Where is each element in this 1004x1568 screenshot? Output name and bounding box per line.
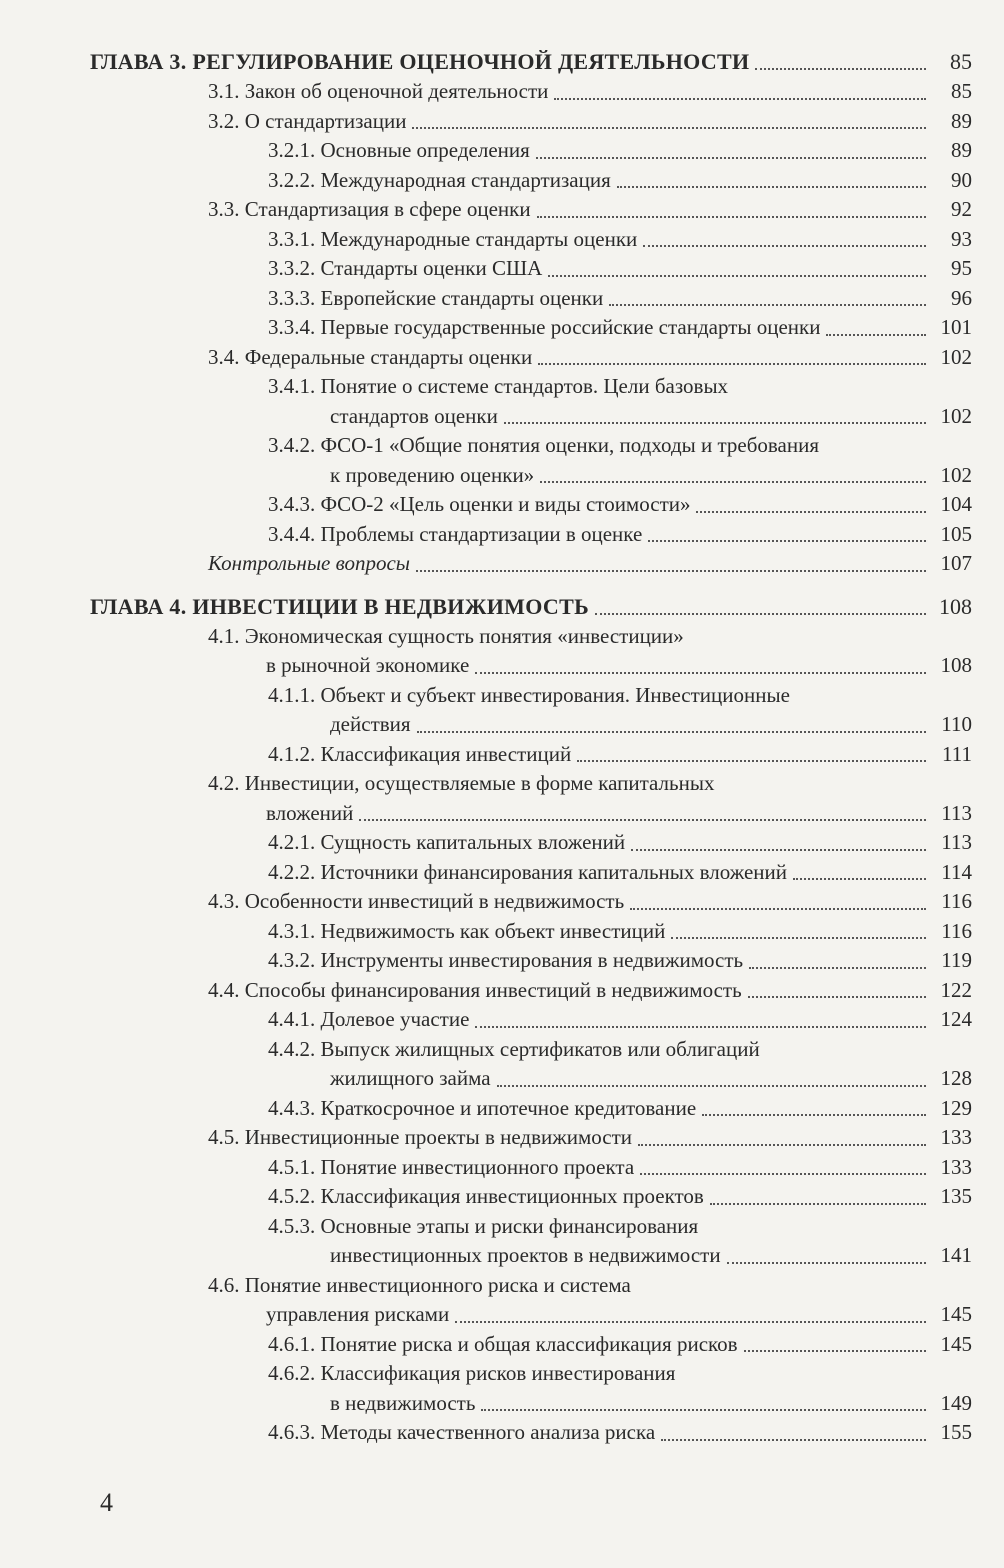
dot-leader [540,481,926,483]
toc-entry-line: 4.4.2. Выпуск жилищных сертификатов или облигаций [268,1036,760,1061]
dot-leader [696,511,926,513]
toc-entry [90,917,972,947]
dot-leader [455,1321,926,1323]
toc-entry [90,976,972,1006]
toc-entry [90,1418,972,1448]
toc-entry-line: 4.6.2. Классификация рисков инвестирования [268,1361,676,1385]
toc-entry [90,1300,972,1330]
toc-page-number: 101 [940,315,972,339]
toc-entry-title: 4.2.1. Сущность капитальных вложений [268,830,626,854]
dot-leader [475,672,926,674]
toc-page-number: 111 [942,741,972,766]
toc-entry [90,77,972,107]
toc-entry [90,740,972,770]
toc-entry-line: 4.1. Экономическая сущность понятия «инвестиции» [208,623,684,648]
toc-entry-title: 3.3.4. Первые государственные российские стандарты оценки [268,315,821,339]
toc-page-number: 102 [940,462,972,487]
toc-page-number: 89 [951,108,972,133]
dot-leader [631,849,926,851]
toc-entry-title: инвестиционных проектов в недвижимости [330,1243,721,1267]
toc-page-number: 96 [951,285,972,310]
toc-entry [90,195,972,225]
toc-page-number: 110 [941,712,972,736]
dot-leader [416,570,926,572]
dot-leader [640,1173,926,1175]
toc-entry-title: 3.3. Стандартизация в сфере оценки [208,197,531,221]
toc-entry-title: в рыночной экономике [266,653,470,677]
dot-leader [755,68,926,70]
toc-entry [90,136,972,166]
toc-entry [90,1330,972,1360]
toc-chapter [90,591,972,622]
toc-entry [90,887,972,917]
dot-leader [504,422,926,424]
toc-entry-title: 4.3.2. Инструменты инвестирования в недвижимость [268,948,744,972]
toc-entry-title: 3.1. Закон об оценочной деятельности [208,79,549,103]
toc-page-number: 135 [940,1184,972,1208]
toc-entry-title: 4.4.1. Долевое участие [268,1007,470,1031]
dot-leader [710,1203,926,1205]
toc-page-number: 133 [940,1125,972,1149]
toc-entry-title: 3.4. Федеральные стандарты оценки [208,344,533,369]
toc-entry [90,461,972,491]
toc-page-number: 149 [940,1390,972,1415]
toc-entry-title: ГЛАВА 4. ИНВЕСТИЦИИ В НЕДВИЖИМОСТЬ [90,593,589,619]
toc-entry [90,1241,972,1271]
dot-leader [643,245,926,247]
toc-entry [90,520,972,550]
dot-leader [554,98,926,100]
toc-page-number: 107 [940,551,972,575]
toc-page-number: 89 [951,138,972,162]
dot-leader [630,908,926,910]
toc-entry [90,1153,972,1183]
dot-leader [359,819,926,821]
toc-entry-title: 4.2.2. Источники финансирования капитальных вложений [268,859,787,884]
toc-page-number: 85 [951,79,972,103]
toc-entry-title: управления рисками [266,1302,450,1326]
dot-leader [702,1114,926,1116]
toc-entry-title: 3.3.3. Европейские стандарты оценки [268,285,604,310]
dot-leader [548,275,926,277]
toc-page-number: 104 [940,492,972,516]
toc-entry-title: 4.6.3. Методы качественного анализа риска [268,1420,656,1444]
toc-entry [90,402,972,432]
dot-leader [417,731,926,733]
toc-entry-title: 3.2.2. Международная стандартизация [268,167,611,192]
toc-page-number: 92 [951,197,972,221]
toc-entry [90,313,972,343]
toc-page-number: 122 [940,977,972,1002]
toc-page-number: 90 [951,167,972,192]
toc-entry-title: действия [330,712,411,736]
dot-leader [412,127,926,129]
toc-entry [90,1389,972,1419]
toc-entry [90,946,972,976]
dot-leader [538,363,926,365]
toc-entry [90,490,972,520]
toc-entry-line: 4.5.3. Основные этапы и риски финансирования [268,1213,699,1238]
toc-entry-title: 4.5. Инвестиционные проекты в недвижимости [208,1125,633,1149]
toc-entry-title: 4.5.2. Классификация инвестиционных проектов [268,1184,704,1208]
toc-entry-title: 4.4. Способы финансирования инвестиций в недвижимость [208,977,742,1002]
toc-entry-line: 3.4.1. Понятие о системе стандартов. Цели базовых [268,374,729,398]
toc-entry-title: 3.4.3. ФСО-2 «Цель оценки и виды стоимости» [268,492,691,516]
toc-page-number: 124 [940,1007,972,1031]
dot-leader [793,878,926,880]
toc-entry-title: 3.3.2. Стандарты оценки США [268,256,543,280]
toc-page-number: 155 [940,1420,972,1444]
toc-page-number: 102 [940,344,972,369]
toc-entry-title: в недвижимость [330,1390,476,1415]
toc-page-number: 119 [941,948,972,972]
dot-leader [595,613,926,615]
toc-page-number: 108 [939,593,972,619]
toc-entry-line: 4.6. Понятие инвестиционного риска и система [208,1272,631,1297]
toc-entry [90,858,972,888]
toc-page-number: 95 [951,256,972,280]
toc-entry-title: жилищного займа [330,1066,491,1090]
toc-entry-title: к проведению оценки» [330,462,535,487]
dot-leader [497,1085,926,1087]
toc-page-number: 116 [941,918,972,943]
toc-entry [90,799,972,829]
dot-leader [638,1144,926,1146]
toc-page-number: 102 [940,403,972,428]
toc-entry-title: 4.3. Особенности инвестиций в недвижимость [208,889,625,913]
toc-page-number: 145 [940,1331,972,1356]
toc-entry [90,1094,972,1124]
toc-page-number: 128 [940,1066,972,1090]
toc-page-number: 93 [951,226,972,251]
dot-leader [744,1350,926,1352]
dot-leader [661,1439,926,1441]
toc-page-number: 85 [950,49,972,74]
toc-entry-title: 4.3.1. Недвижимость как объект инвестиций [268,918,666,943]
toc-entry-title: вложений [266,800,354,825]
toc-entry-title: 3.3.1. Международные стандарты оценки [268,226,638,251]
page-number: 4 [100,1488,113,1517]
toc-entry [90,651,972,681]
toc-entry-title: 4.5.1. Понятие инвестиционного проекта [268,1154,635,1179]
toc-page-number: 141 [940,1243,972,1267]
toc-page-number: 129 [940,1095,972,1120]
dot-leader [749,967,926,969]
dot-leader [727,1262,926,1264]
toc-page-number: 116 [941,889,972,913]
toc-entry [90,828,972,858]
toc-page-number: 105 [940,521,972,546]
toc-entry-line: 4.2. Инвестиции, осуществляемые в форме капитальных [208,771,715,795]
toc-page-number: 108 [940,653,972,677]
toc-entry-title: ГЛАВА 3. РЕГУЛИРОВАНИЕ ОЦЕНОЧНОЙ ДЕЯТЕЛЬНОСТИ [90,49,750,74]
dot-leader [748,996,926,998]
toc-page-number: 114 [941,859,972,884]
toc-entry-title: стандартов оценки [330,403,498,428]
dot-leader [536,157,926,159]
toc-chapter [90,46,972,77]
table-of-contents [90,46,972,1448]
dot-leader [671,937,926,939]
dot-leader [826,334,926,336]
toc-entry-title: 4.6.1. Понятие риска и общая классификация рисков [268,1331,738,1356]
dot-leader [481,1409,926,1411]
toc-entry-line: 3.4.2. ФСО-1 «Общие понятия оценки, подходы и требования [268,433,820,457]
toc-entry [90,1123,972,1153]
dot-leader [609,304,926,306]
toc-entry [90,549,972,579]
toc-entry [90,710,972,740]
toc-page-number: 145 [940,1302,972,1326]
toc-page-number: 133 [940,1154,972,1179]
toc-entry [90,343,972,373]
toc-entry [90,1182,972,1212]
dot-leader [617,186,926,188]
toc-entry-title: 3.2. О стандартизации [208,108,407,133]
toc-entry [90,225,972,255]
dot-leader [648,540,926,542]
toc-entry-title: 3.2.1. Основные определения [268,138,530,162]
toc-entry [90,284,972,314]
dot-leader [537,216,926,218]
toc-entry-title: Контрольные вопросы [208,551,411,575]
toc-entry [90,107,972,137]
toc-entry-title: 4.1.2. Классификация инвестиций [268,741,572,766]
toc-entry-title: 3.4.4. Проблемы стандартизации в оценке [268,521,643,546]
toc-entry [90,166,972,196]
toc-entry-title: 4.4.3. Краткосрочное и ипотечное кредитование [268,1095,697,1120]
toc-page-number: 113 [941,830,972,854]
toc-entry [90,1005,972,1035]
toc-entry [90,254,972,284]
toc-entry-line: 4.1.1. Объект и субъект инвестирования. Инвестиционные [268,682,790,707]
toc-page-number: 113 [941,800,972,825]
dot-leader [475,1026,926,1028]
dot-leader [577,760,926,762]
toc-entry [90,1064,972,1094]
